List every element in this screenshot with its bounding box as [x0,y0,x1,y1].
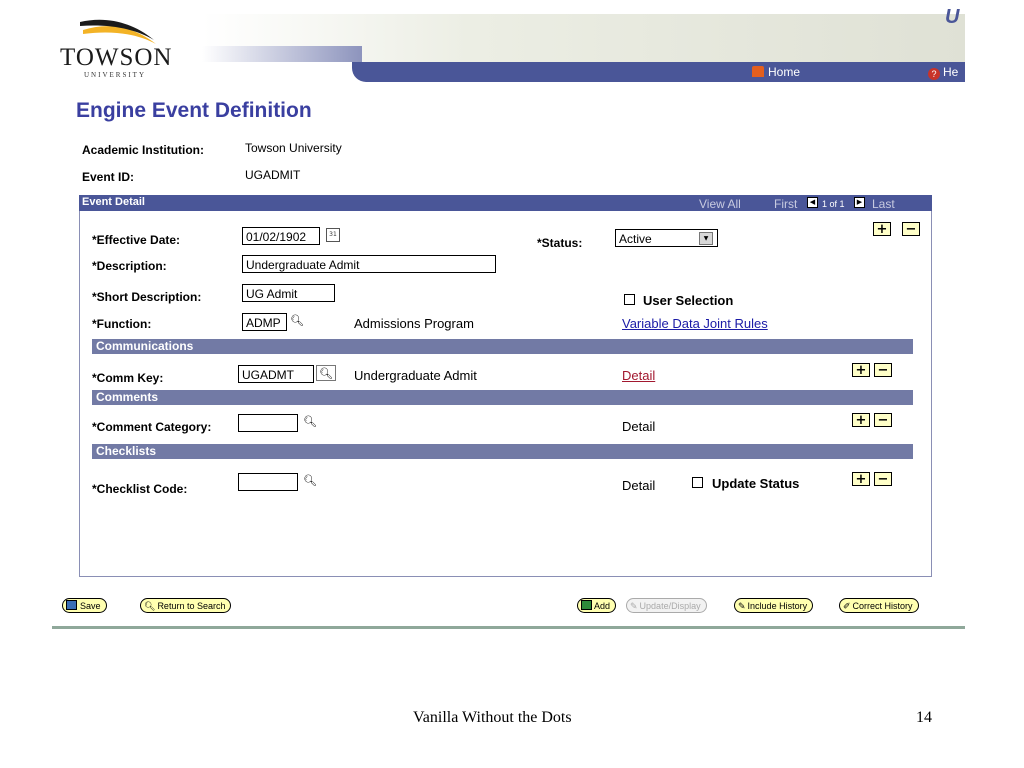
comm-detail-link[interactable]: Detail [622,368,656,383]
include-history-button[interactable] [734,598,813,613]
page-title: Engine Event Definition [76,99,312,122]
update-display-button[interactable] [626,598,707,613]
return-label: Return to Search [157,601,226,611]
comm-key-input[interactable]: UGADMT [238,365,314,383]
corner-text: U [945,6,960,28]
nav-bar-shoulder [202,46,362,62]
delete-row-button[interactable]: − [902,222,920,236]
status-label: *Status: [537,236,583,250]
help-icon: ? [928,68,940,80]
checklist-code-input[interactable] [238,473,298,491]
short-description-input[interactable]: UG Admit [242,284,335,302]
function-desc: Admissions Program [354,316,474,331]
variable-data-link[interactable]: Variable Data Joint Rules [622,316,768,331]
update-status-label: Update Status [712,476,800,491]
help-label: He [943,65,959,79]
correct-history-label: Correct History [852,601,913,611]
description-input[interactable]: Undergraduate Admit [242,255,496,273]
home-link[interactable] [752,65,800,79]
checklists-add-button[interactable]: + [852,472,870,486]
nav-bar [352,62,965,82]
status-value: Active [619,232,652,246]
checklist-code-lookup-icon[interactable]: 🔍︎ [303,474,317,487]
institution-label: Academic Institution: [82,143,205,157]
first-link[interactable]: First [774,197,798,211]
view-all-link[interactable]: View All [699,197,741,211]
function-input[interactable]: ADMP [242,313,287,331]
checklists-band: Checklists [92,444,913,459]
comm-key-lookup-icon[interactable]: 🔍︎ [316,365,336,381]
pager-text: 1 of 1 [822,199,845,209]
description-label: *Description: [92,259,167,273]
add-icon [581,600,592,610]
correct-history-button[interactable] [839,598,919,613]
comments-detail: Detail [622,419,656,434]
add-button[interactable] [577,598,616,613]
user-selection-label: User Selection [643,293,734,308]
checklist-code-label: *Checklist Code: [92,482,188,496]
slide-page-number: 14 [916,709,932,726]
search-icon: 🔍︎ [144,601,156,611]
comment-category-label: *Comment Category: [92,420,212,434]
next-arrow-icon[interactable]: ▶ [854,197,865,208]
update-icon: ✎ [630,601,638,611]
last-link[interactable]: Last [872,197,895,211]
event-detail-header [79,195,932,211]
slide-footer-title: Vanilla Without the Dots [413,709,572,726]
short-description-label: *Short Description: [92,290,202,304]
bottom-rule [52,626,965,629]
history-icon: ✎ [738,601,746,611]
add-row-button[interactable]: + [873,222,891,236]
comm-add-button[interactable]: + [852,363,870,377]
return-to-search-button[interactable] [140,598,231,613]
event-id-value: UGADMIT [245,168,301,182]
function-label: *Function: [92,317,152,331]
comments-delete-button[interactable]: − [874,413,892,427]
comments-add-button[interactable]: + [852,413,870,427]
prev-arrow-icon[interactable]: ◀ [807,197,818,208]
effective-date-input[interactable]: 01/02/1902 [242,227,320,245]
logo-sub: UNIVERSITY [84,71,146,79]
comm-key-desc: Undergraduate Admit [354,368,477,383]
screenshot-frame [52,0,965,634]
calendar-icon[interactable]: 31 [326,228,340,242]
effective-date-label: *Effective Date: [92,233,181,247]
home-icon [752,66,764,77]
logo-name: TOWSON [60,44,173,71]
home-label: Home [768,65,801,79]
comment-category-input[interactable] [238,414,298,432]
include-history-label: Include History [747,601,808,611]
event-id-label: Event ID: [82,170,135,184]
comm-key-label: *Comm Key: [92,371,164,385]
update-display-label: Update/Display [639,601,701,611]
checklists-detail: Detail [622,478,656,493]
correct-history-icon: ✐ [843,601,851,611]
communications-band: Communications [92,339,913,354]
checklists-delete-button[interactable]: − [874,472,892,486]
user-selection-checkbox[interactable] [624,294,635,305]
add-label: Add [594,601,611,611]
save-icon [66,600,77,610]
save-button[interactable] [62,598,107,613]
institution-value: Towson University [245,141,342,155]
comments-band: Comments [92,390,913,405]
function-lookup-icon[interactable]: 🔍︎ [290,314,304,327]
save-label: Save [80,601,101,611]
comment-category-lookup-icon[interactable]: 🔍︎ [303,415,317,428]
help-link[interactable] [928,65,958,80]
comm-delete-button[interactable]: − [874,363,892,377]
event-detail-box [79,195,932,577]
towson-logo [60,16,190,78]
event-detail-title: Event Detail [82,196,145,208]
update-status-checkbox[interactable] [692,477,703,488]
chevron-down-icon[interactable]: ▼ [699,232,713,245]
